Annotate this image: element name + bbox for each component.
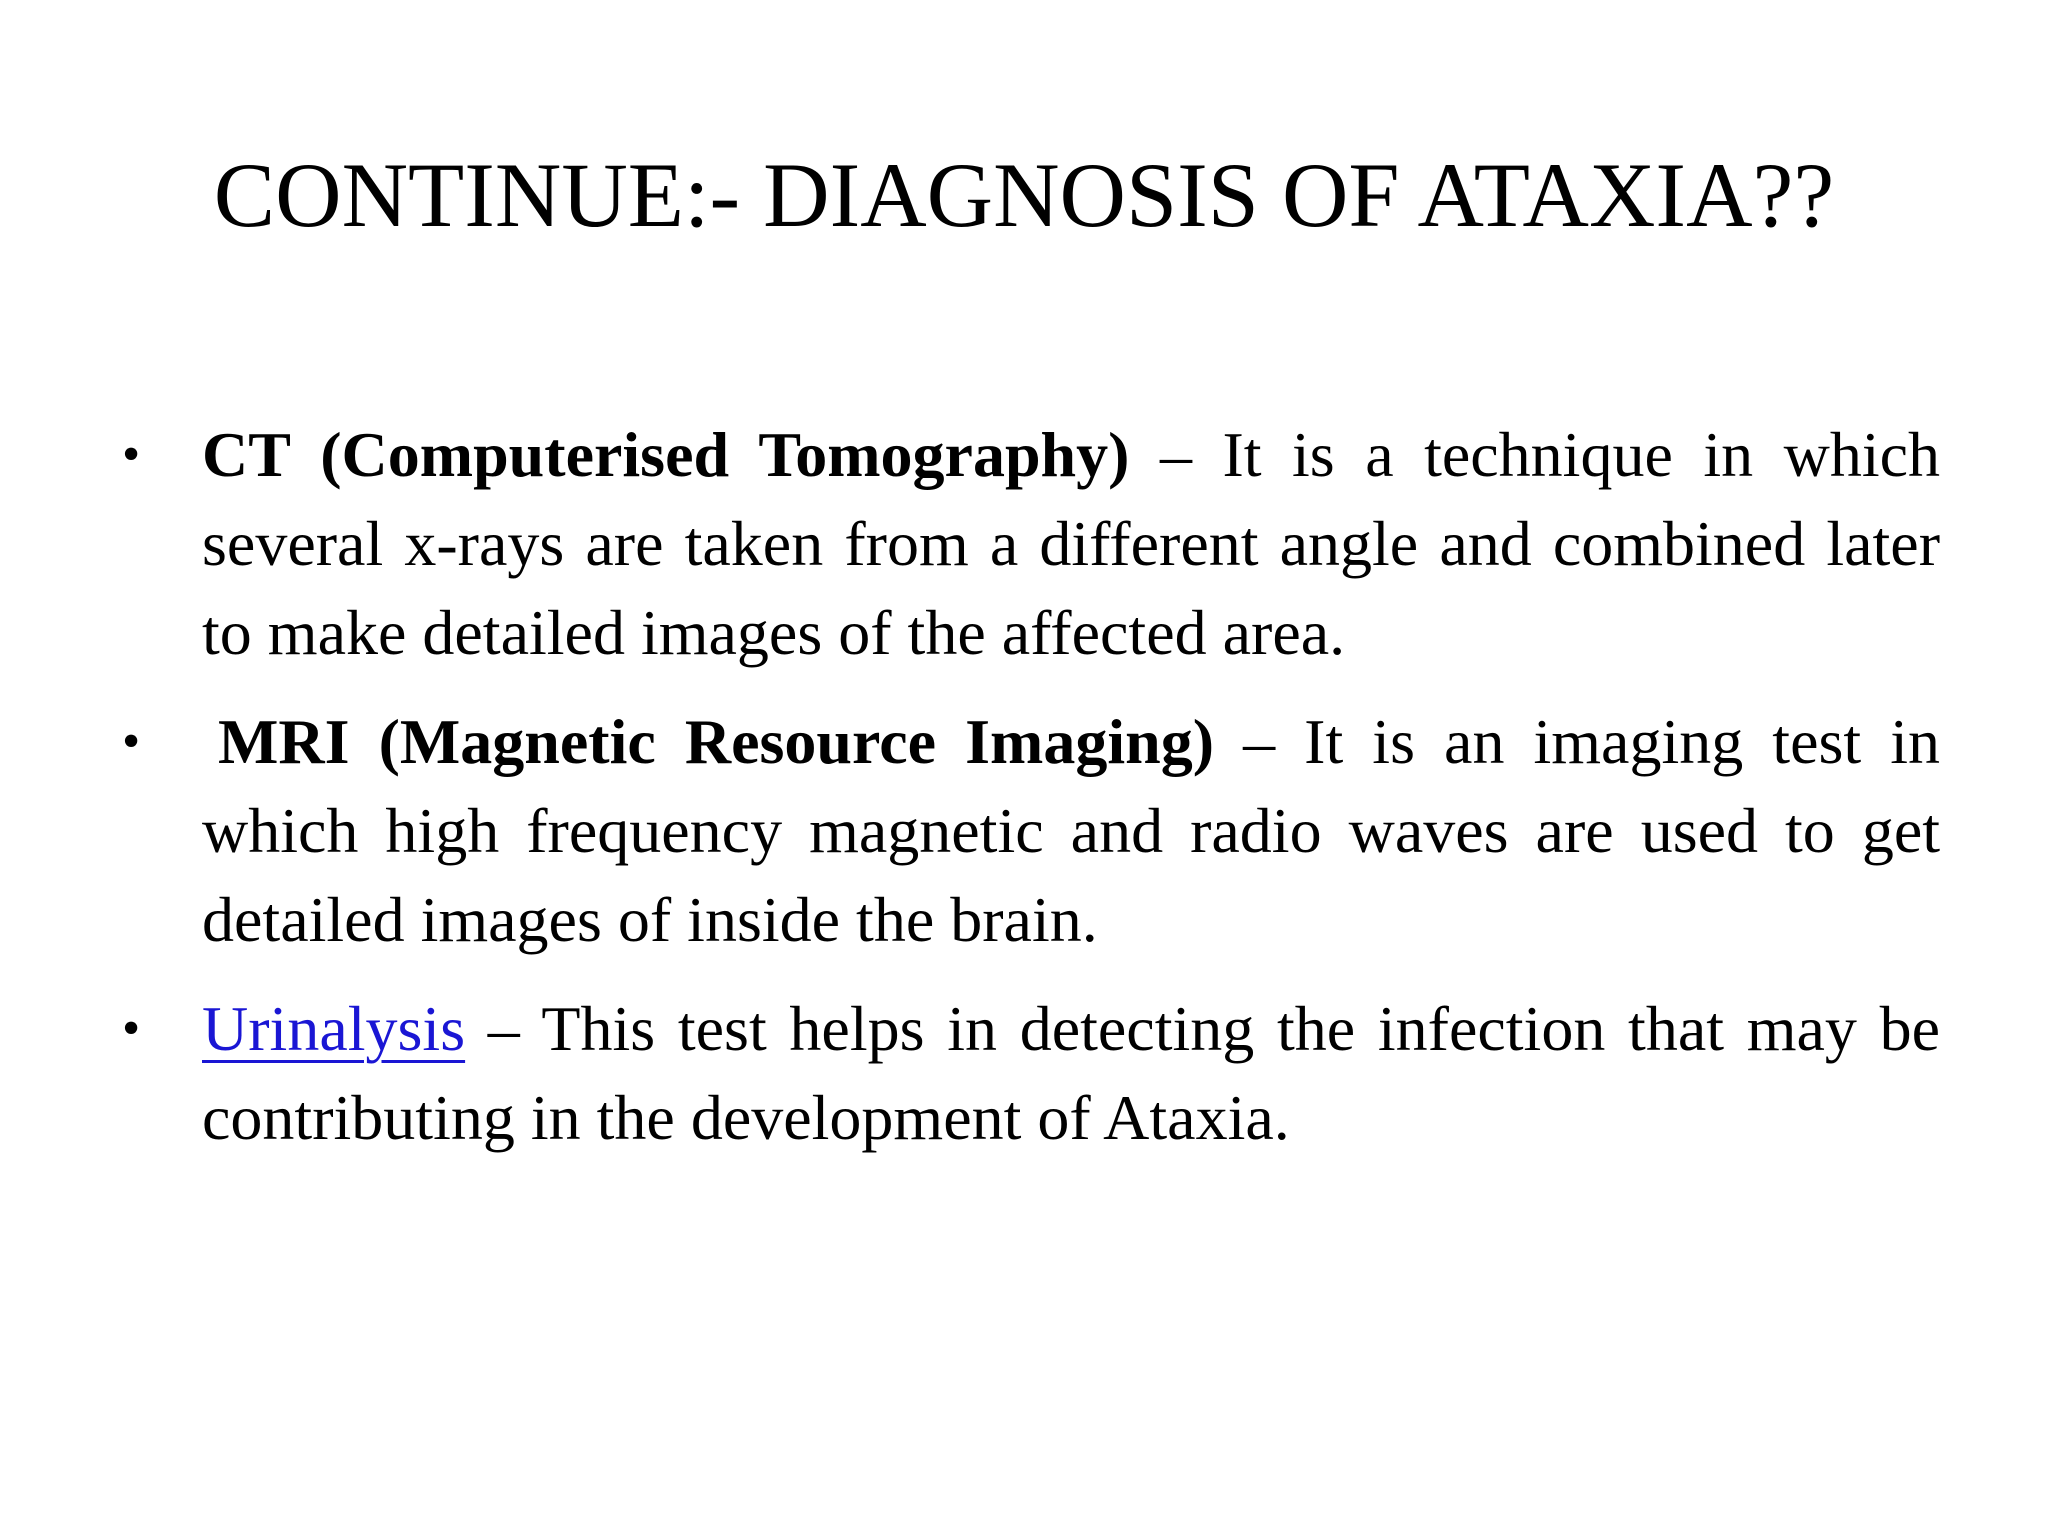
bullet-icon: • [122,713,141,770]
bullet-term: CT (Computerised Tomography) [202,419,1130,490]
urinalysis-link[interactable]: Urinalysis [202,993,466,1064]
bullet-icon: • [122,1000,141,1057]
bullet-separator: – [1129,419,1223,490]
bullet-separator: – [465,993,542,1064]
bullet-item-urinalysis [122,984,1941,1162]
bullet-term: MRI (Magnetic Resource Imaging) [218,706,1215,777]
bullet-separator: – [1214,706,1305,777]
slide-title: CONTINUE:- DIAGNOSIS OF ATAXIA?? [213,144,1835,246]
bullet-text: It is a technique in which several x-rays are taken from a different angle and combined later to make detailed images of the affected area. [202,419,1941,668]
bullet-text: This test helps in detecting the infection that may be contributing in the development of Ataxia. [202,993,1941,1153]
bullet-text: It is an imaging test in which high frequency magnetic and radio waves are used to get detailed images of inside the brain. [202,706,1941,955]
bullet-item-mri [122,697,1941,964]
bullet-icon: • [122,426,141,483]
bullet-list [122,410,1941,1182]
bullet-item-ct [122,410,1941,677]
